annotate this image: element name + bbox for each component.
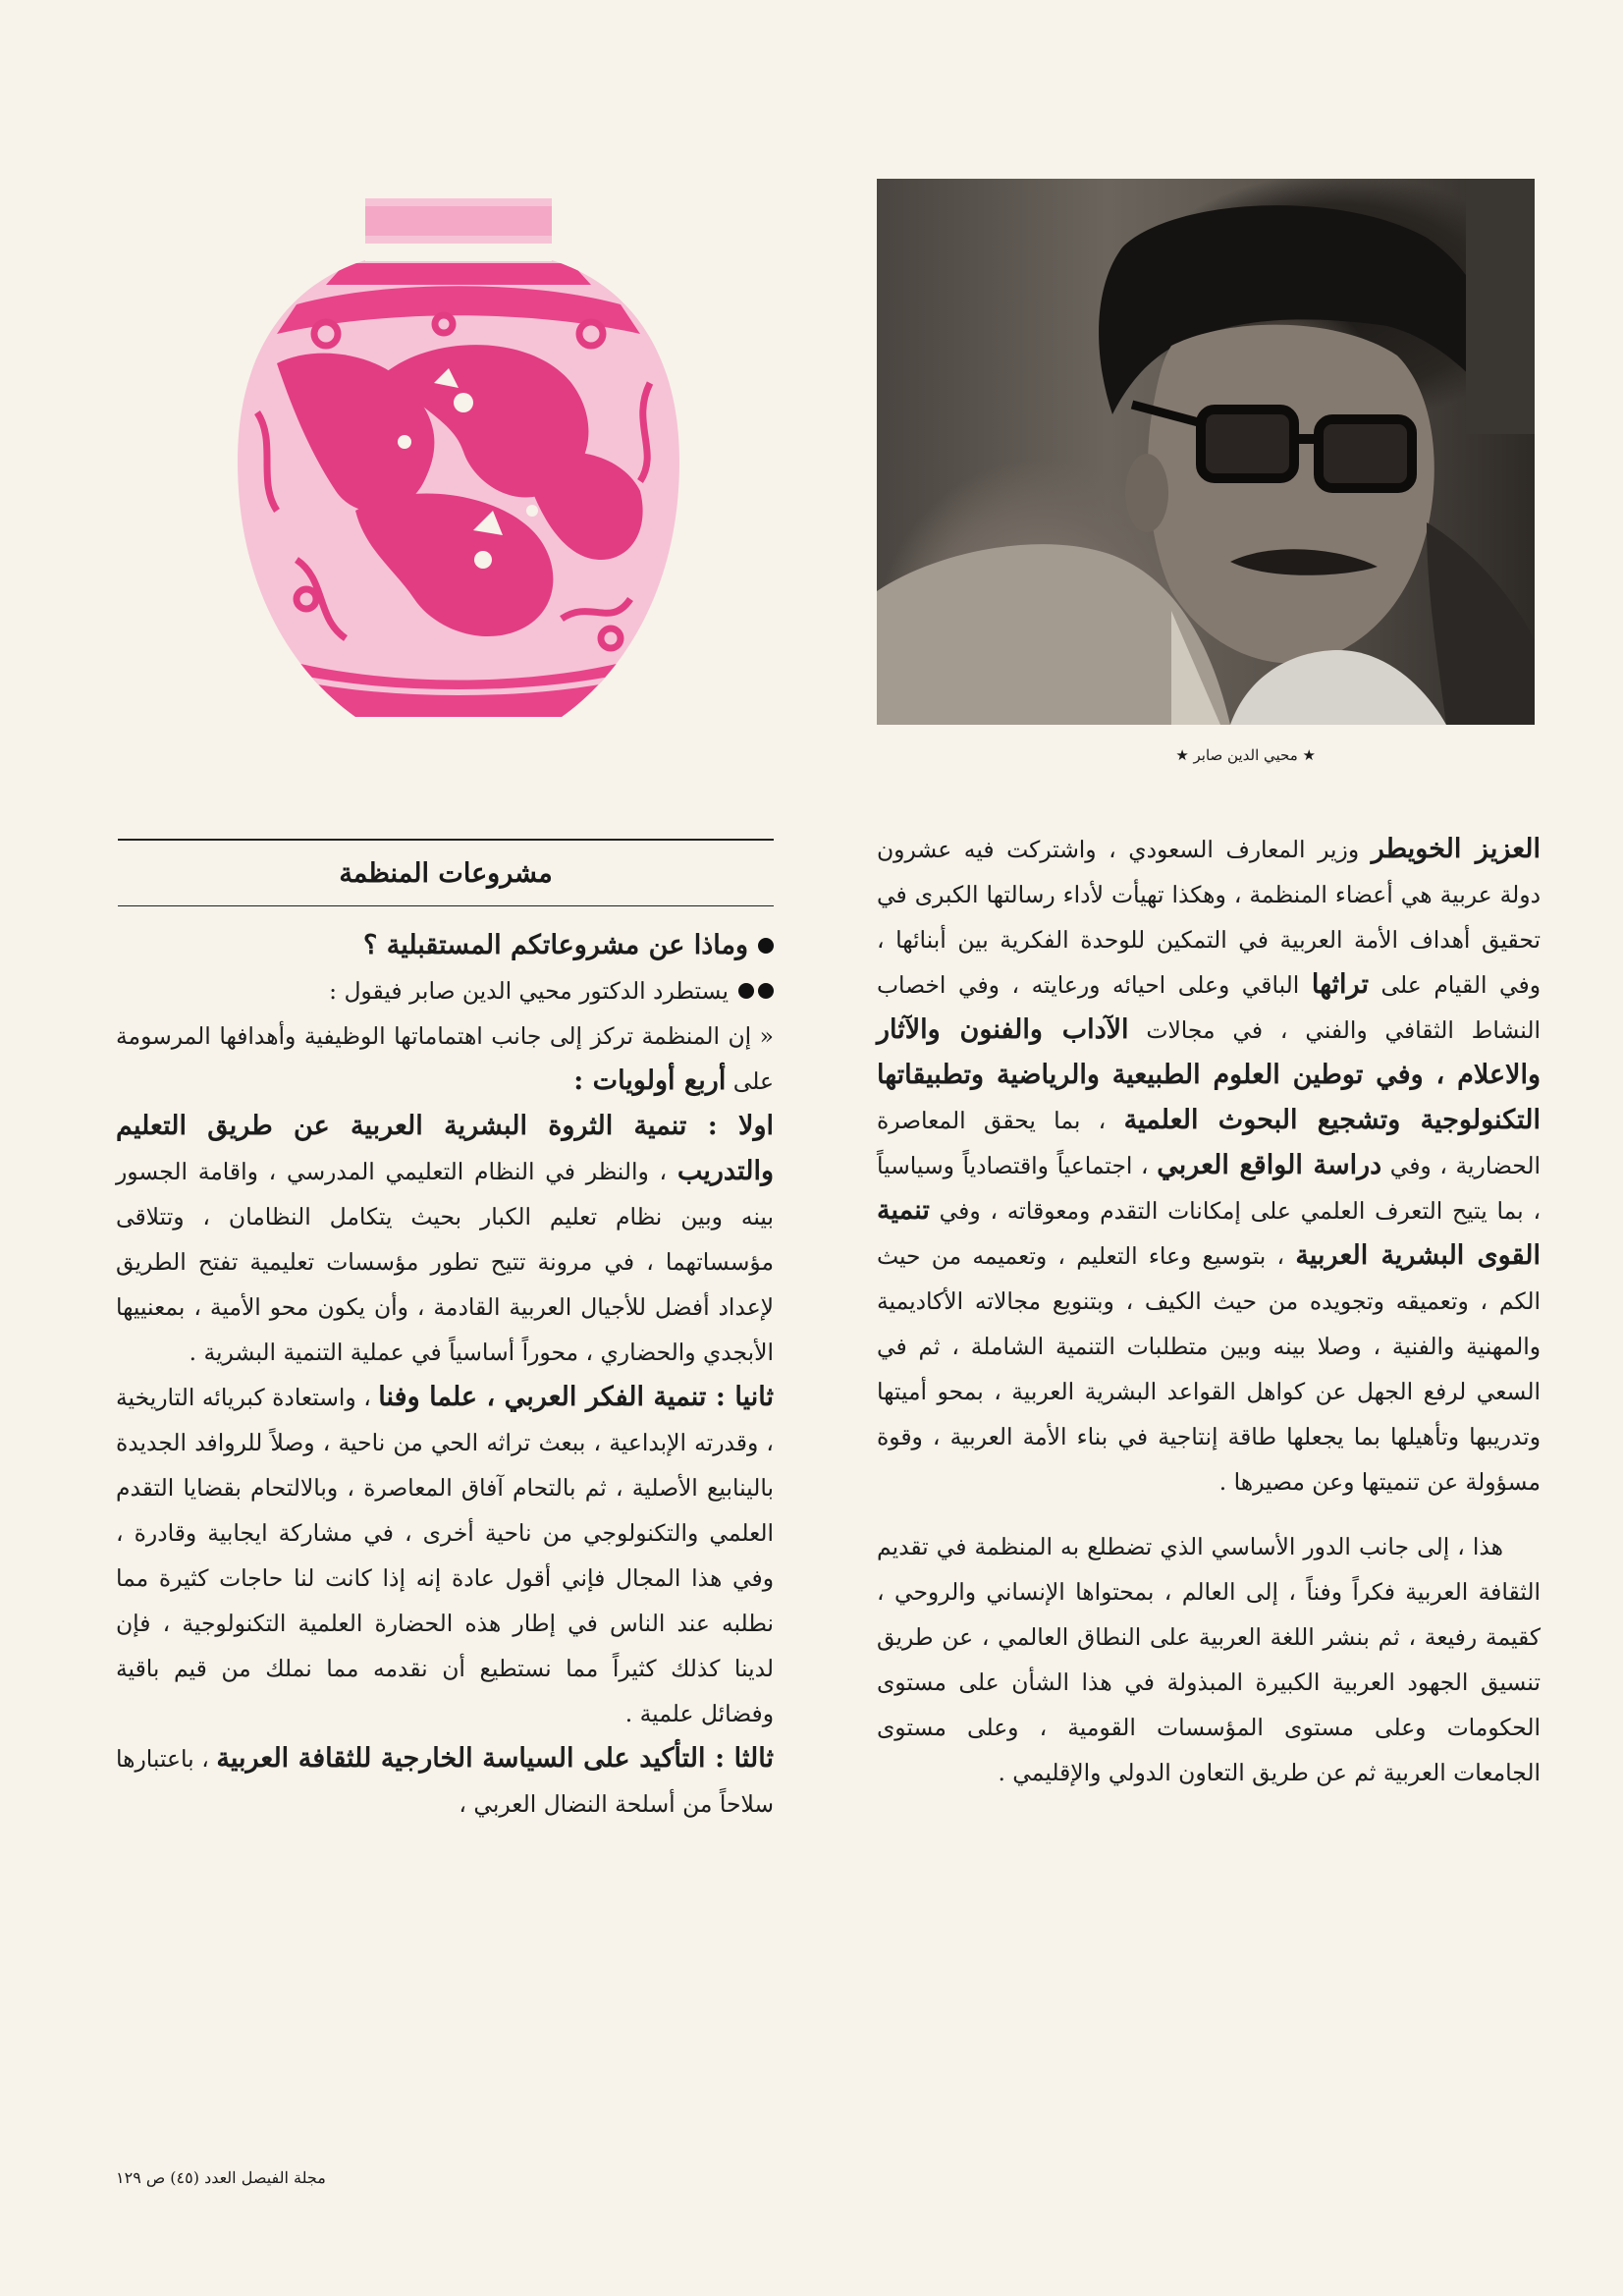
section-rule-bottom <box>118 905 774 906</box>
question-line <box>116 923 774 968</box>
answer-intro-text: يستطرد الدكتور محيي الدين صابر فيقول : <box>329 977 729 1005</box>
text-run-3: الباقي وعلى احيائه ورعايته ، وفي اخصاب النشاط الثقافي والفني ، في مجالات <box>877 971 1541 1044</box>
bold-run-6: دراسة الواقع العربي <box>1157 1150 1382 1180</box>
section-rule-top <box>118 839 774 841</box>
bold-run-4: الآداب والفنون والآثار والاعلام ، وفي توطين العلوم الطبيعية والرياضية وتطبيقاتها التكنولوجية وتشجيع البحوث العلمية <box>877 1014 1541 1135</box>
priority-third <box>116 1736 774 1827</box>
right-paragraph-1 <box>877 827 1541 1504</box>
priority-first <box>116 1104 774 1375</box>
text-run-1: ، باعتبارها سلاحاً من أسلحة النضال العربي ، <box>116 1745 774 1818</box>
bold-run-2: تراثها <box>1311 969 1369 1000</box>
text-run-7: ، اجتماعياً واقتصادياً وسياسياً ، بما يتيح التعرف العلمي على إمكانات التقدم ومعوقاته ، وفي <box>877 1152 1541 1225</box>
decorative-vase-illustration <box>238 187 679 737</box>
bold-run-0: ثالثا : التأكيد على السياسة الخارجية للثقافة العربية <box>216 1743 775 1774</box>
question-text: وماذا عن مشروعاتكم المستقبلية ؟ <box>362 930 748 960</box>
quote-intro: « إن المنظمة تركز إلى جانب اهتماماتها الوظيفية وأهدافها المرسومة على أربع أولويات : <box>116 1022 774 1096</box>
bold-run-8: تنمية القوى البشرية العربية <box>877 1195 1542 1271</box>
text-run-1: ، واستعادة كبريائه التاريخية ، وقدرته الإبداعية ، ببعث تراثه الحي من ناحية ، وصلاً للروافد الجديدة بالينابيع الأصلية ، ثم بالتحام آفاق المعاصرة ، وبالالتحام بقضايا التقدم العلمي والتكنولوجي من ناحية أخرى ، في مشاركة ايجابية وقادرة ، وفي هذا المجال فإني أقول عادة إنه إذا كانت لنا حاجات كثيرة مما نطلبه عند الناس في إطار هذه الحضارة العلمية التكنولوجية ، فإن لدينا كذلك كثيراً مما نستطيع أن نقدمه مما نملك من قيم باقية وفضائل علمية . <box>116 1384 774 1727</box>
bold-run-0: اولا : تنمية الثروة البشرية العربية عن طريق التعليم والتدريب <box>116 1111 774 1186</box>
bullet-icon <box>758 983 774 999</box>
bullet-icon <box>758 938 774 954</box>
text-run-1: وزير المعارف السعودي ، واشتركت فيه عشرون دولة عربية هي أعضاء المنظمة ، وهكذا تهيأت لأداء رسالتها الكبرى في تحقيق أهداف الأمة العربية في التمكين للوحدة الفكرية بين أبنائها ، وفي القيام على <box>877 836 1541 999</box>
text-run-5: ، بما يحقق المعاصرة الحضارية ، وفي <box>877 1107 1541 1179</box>
bullet-icon <box>738 983 754 999</box>
portrait-photo <box>877 179 1535 725</box>
photo-caption: ★ محيي الدين صابر ★ <box>1175 746 1316 764</box>
bold-run-0: ثانيا : تنمية الفكر العربي ، علما وفنا <box>378 1382 774 1412</box>
page-footer: مجلة الفيصل العدد (٤٥) ص ١٢٩ <box>116 2168 326 2187</box>
section-title: مشروعات المنظمة <box>339 858 553 889</box>
right-paragraph-2: هذا ، إلى جانب الدور الأساسي الذي تضطلع به المنظمة في تقديم الثقافة العربية فكراً وفناً ، إلى العالم ، بمحتواها الإنساني والروحي ، كقيمة رفيعة ، ثم بنشر اللغة العربية على النطاق العالمي ، عن طريق تنسيق الجهود العربية الكبيرة المبذولة في هذا الشأن على مستوى الحكومات وعلى مستوى المؤسسات القومية ، وعلى مستوى الجامعات العربية ثم عن طريق التعاون الدولي والإقليمي . <box>877 1533 1541 1786</box>
text-run-1: ، والنظر في النظام التعليمي المدرسي ، واقامة الجسور بينه وبين نظام تعليم الكبار بحيث يتكامل النظامان ، وتتلاقى مؤسساتهما ، في مرونة تتيح تطور مؤسسات تعليمية تفتح الطريق لإعداد أفضل للأجيال العربية القادمة ، وأن يكون محو الأمية ، بمعنييها الأبجدي والحضاري ، محوراً أساسياً في عملية التنمية البشرية . <box>116 1158 774 1366</box>
left-article-column <box>116 923 774 1827</box>
bold-run-0: العزيز الخويطر <box>1371 834 1541 864</box>
priority-second <box>116 1375 774 1736</box>
answer-intro-line <box>116 968 774 1013</box>
text-run-9: ، بتوسيع وعاء التعليم ، وتعميمه من حيث الكم ، وتعميقه وتجويده من حيث الكيف ، وبتنويع مجالاته الأكاديمية والمهنية والفنية ، وصلا بينه وبين متطلبات التنمية الشاملة ، ثم في السعي لرفع الجهل عن كواهل القواعد البشرية العربية ، بمحو أميتها وتدريبها وتأهيلها بما يجعلها طاقة إنتاجية في بناء الأمة العربية ، وقوة مسؤولة عن تنميتها وعن مصيرها . <box>877 1242 1541 1496</box>
right-article-column <box>877 827 1541 1795</box>
